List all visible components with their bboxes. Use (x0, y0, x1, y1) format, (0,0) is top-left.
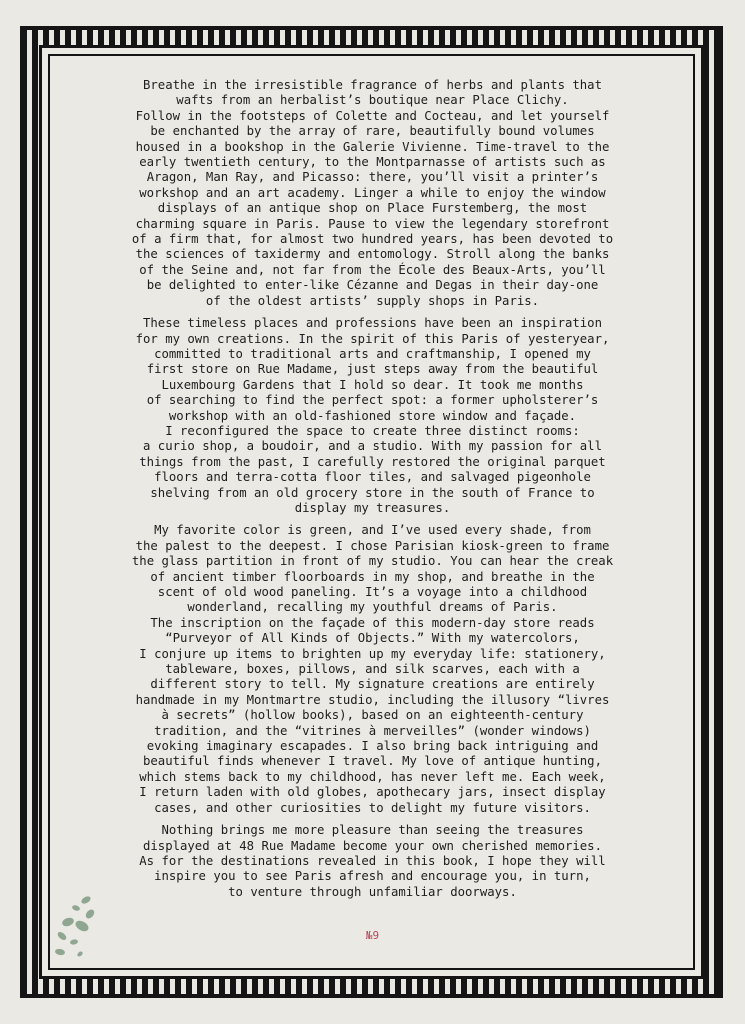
text-line: the sciences of taxidermy and entomology. Stroll along the banks (135, 247, 610, 262)
text-line: be delighted to enter-like Cézanne and Degas in their day-one (146, 278, 599, 293)
text-line: I return laden with old globes, apothecary jars, insect display (139, 785, 606, 800)
text-line: displayed at 48 Rue Madame become your own cherished memories. (142, 838, 602, 853)
text-line: wonderland, recalling my youthful dreams of Paris. (187, 600, 558, 615)
text-line: Nothing brings me more pleasure than seeing the treasures (161, 823, 584, 838)
text-line: cases, and other curiosities to delight my future visitors. (154, 800, 591, 815)
text-line: housed in a bookshop in the Galerie Vivienne. Time-travel to the (135, 139, 610, 154)
text-line: to venture through unfamiliar doorways. (228, 884, 517, 899)
text-line: the palest to the deepest. I chose Parisian kiosk-green to frame (135, 538, 610, 553)
page-number: №9 (365, 929, 380, 942)
text-line: à secrets” (hollow books), based on an eighteenth-century (161, 708, 584, 723)
text-line: scent of old wood paneling. It’s a voyage into a childhood (157, 585, 588, 599)
paragraph (52, 523, 693, 816)
text-line: shelving from an old grocery store in the south of France to (150, 485, 595, 500)
text-line: Breathe in the irresistible fragrance of herbs and plants that (142, 78, 602, 92)
text-line: My favorite color is green, and I’ve used every shade, from (154, 523, 591, 538)
text-line: for my own creations. In the spirit of this Paris of yesteryear, (135, 331, 610, 346)
body-text (52, 78, 693, 907)
text-line: workshop with an old-fashioned store window and façade. (168, 408, 577, 423)
text-line: The inscription on the façade of this modern-day store reads (150, 615, 595, 630)
text-line: “Purveyor of All Kinds of Objects.” With my watercolors, (165, 631, 580, 646)
text-line: a curio shop, a boudoir, and a studio. With my passion for all (142, 439, 602, 454)
text-line: evoking imaginary escapades. I also bring back intriguing and (146, 739, 599, 754)
text-line: display my treasures. (294, 500, 451, 515)
text-line: the glass partition in front of my studio. You can hear the creak (131, 554, 614, 569)
text-line: committed to traditional arts and craftmanship, I opened my (154, 346, 591, 361)
text-line: of a firm that, for almost two hundred years, has been devoted to (131, 232, 614, 247)
text-line: early twentieth century, to the Montparnasse of artists such as (139, 155, 606, 170)
text-line: tableware, boxes, pillows, and silk scarves, each with a (165, 662, 580, 677)
text-line: tradition, and the “vitrines à merveilles” (wonder windows) (154, 723, 591, 738)
text-line: handmade in my Montmartre studio, including the illusory “livres (135, 692, 610, 707)
text-line: As for the destinations revealed in this book, I hope they will (139, 853, 606, 868)
text-line: be enchanted by the array of rare, beautifully bound volumes (150, 124, 595, 139)
text-line: Aragon, Man Ray, and Picasso: there, you’ll visit a printer’s (146, 170, 599, 185)
text-line: charming square in Paris. Pause to view the legendary storefront (135, 216, 610, 231)
text-line: of the Seine and, not far from the École des Beaux-Arts, you’ll (139, 262, 606, 277)
text-line: Follow in the footsteps of Colette and Cocteau, and let yourself (135, 108, 610, 123)
text-line: wafts from an herbalist’s boutique near Place Clichy. (176, 93, 569, 108)
text-line: different story to tell. My signature creations are entirely (150, 677, 595, 692)
text-line: I conjure up items to brighten up my everyday life: stationery, (139, 646, 606, 661)
text-line: which stems back to my childhood, has never left me. Each week, (139, 769, 606, 784)
paragraph (52, 316, 693, 516)
paragraph (52, 823, 693, 900)
leaf-sprig-icon (52, 892, 100, 964)
text-line: of ancient timber floorboards in my shop, and breathe in the (150, 569, 595, 584)
text-line: of searching to find the perfect spot: a former upholsterer’s (146, 393, 599, 408)
text-line: floors and terra-cotta floor tiles, and salvaged pigeonhole (154, 470, 591, 485)
text-line: beautiful finds whenever I travel. My love of antique hunting, (142, 754, 602, 769)
text-line: displays of an antique shop on Place Furstemberg, the most (157, 201, 588, 216)
text-line: workshop and an art academy. Linger a while to enjoy the window (139, 185, 606, 200)
text-line: things from the past, I carefully restored the original parquet (139, 454, 606, 469)
text-line: first store on Rue Madame, just steps away from the beautiful (146, 362, 599, 377)
text-line: inspire you to see Paris afresh and encourage you, in turn, (154, 869, 591, 884)
text-line: Luxembourg Gardens that I hold so dear. It took me months (161, 377, 584, 392)
text-line: I reconfigured the space to create three distinct rooms: (165, 423, 580, 438)
paragraph (52, 78, 693, 309)
text-line: of the oldest artists’ supply shops in Paris. (205, 293, 540, 308)
text-line: These timeless places and professions have been an inspiration (142, 316, 602, 331)
